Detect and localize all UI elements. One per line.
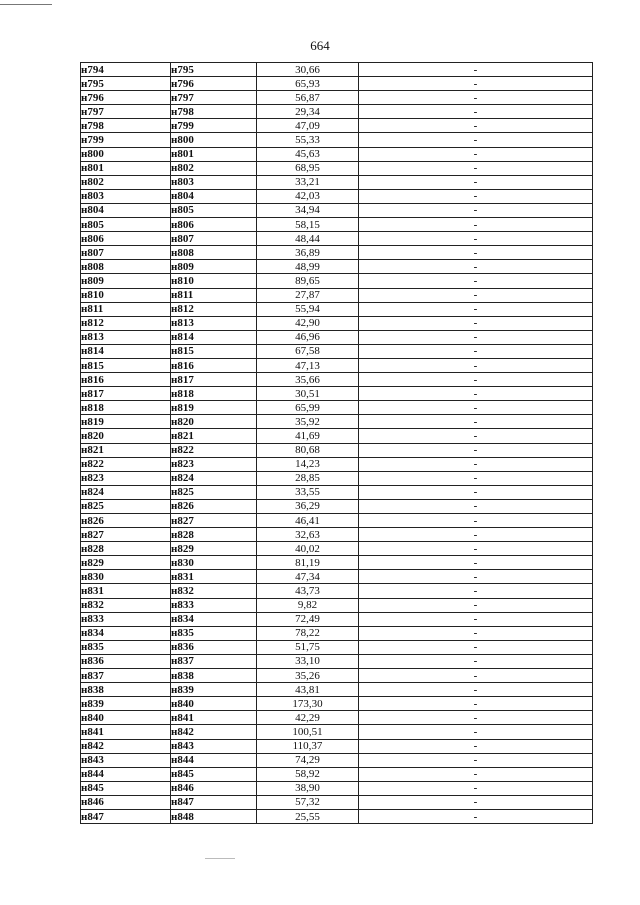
- point-to-cell: н827: [171, 514, 257, 528]
- dash-cell: -: [359, 288, 593, 302]
- dash-cell: -: [359, 133, 593, 147]
- point-from-cell: н801: [81, 161, 171, 175]
- dash-cell: -: [359, 147, 593, 161]
- point-from-cell: н799: [81, 133, 171, 147]
- dash-cell: -: [359, 161, 593, 175]
- dash-cell: -: [359, 654, 593, 668]
- point-to-cell: н814: [171, 330, 257, 344]
- distance-cell: 57,32: [257, 795, 359, 809]
- distance-cell: 65,99: [257, 401, 359, 415]
- distance-cell: 30,66: [257, 63, 359, 77]
- point-from-cell: н827: [81, 528, 171, 542]
- point-to-cell: н845: [171, 767, 257, 781]
- distance-cell: 47,34: [257, 570, 359, 584]
- point-from-cell: н823: [81, 471, 171, 485]
- dash-cell: -: [359, 556, 593, 570]
- point-from-cell: н815: [81, 358, 171, 372]
- distance-cell: 56,87: [257, 91, 359, 105]
- distance-cell: 110,37: [257, 739, 359, 753]
- table-row: [81, 795, 593, 809]
- point-to-cell: н808: [171, 246, 257, 260]
- point-from-cell: н797: [81, 105, 171, 119]
- table-row: [81, 358, 593, 372]
- point-to-cell: н812: [171, 302, 257, 316]
- dash-cell: -: [359, 809, 593, 823]
- table-row: [81, 203, 593, 217]
- point-to-cell: н798: [171, 105, 257, 119]
- point-to-cell: н848: [171, 809, 257, 823]
- distance-cell: 89,65: [257, 274, 359, 288]
- dash-cell: -: [359, 91, 593, 105]
- table-row: [81, 669, 593, 683]
- distance-cell: 42,90: [257, 316, 359, 330]
- point-from-cell: н813: [81, 330, 171, 344]
- point-to-cell: н803: [171, 175, 257, 189]
- point-to-cell: н821: [171, 429, 257, 443]
- distance-cell: 28,85: [257, 471, 359, 485]
- point-from-cell: н820: [81, 429, 171, 443]
- point-to-cell: н796: [171, 77, 257, 91]
- table-row: [81, 443, 593, 457]
- distance-cell: 46,96: [257, 330, 359, 344]
- point-from-cell: н794: [81, 63, 171, 77]
- point-from-cell: н802: [81, 175, 171, 189]
- point-from-cell: н819: [81, 415, 171, 429]
- point-from-cell: н804: [81, 203, 171, 217]
- point-from-cell: н809: [81, 274, 171, 288]
- dash-cell: -: [359, 189, 593, 203]
- dash-cell: -: [359, 739, 593, 753]
- dash-cell: -: [359, 175, 593, 189]
- table-row: [81, 105, 593, 119]
- dash-cell: -: [359, 260, 593, 274]
- dash-cell: -: [359, 358, 593, 372]
- distance-cell: 43,81: [257, 683, 359, 697]
- point-from-cell: н818: [81, 401, 171, 415]
- distance-cell: 30,51: [257, 387, 359, 401]
- dash-cell: -: [359, 711, 593, 725]
- point-to-cell: н809: [171, 260, 257, 274]
- table-row: [81, 429, 593, 443]
- distance-cell: 47,09: [257, 119, 359, 133]
- point-from-cell: н846: [81, 795, 171, 809]
- distance-cell: 27,87: [257, 288, 359, 302]
- table-row: [81, 302, 593, 316]
- point-to-cell: н838: [171, 669, 257, 683]
- distance-cell: 58,15: [257, 218, 359, 232]
- point-to-cell: н837: [171, 654, 257, 668]
- point-to-cell: н804: [171, 189, 257, 203]
- point-to-cell: н842: [171, 725, 257, 739]
- point-to-cell: н830: [171, 556, 257, 570]
- point-from-cell: н841: [81, 725, 171, 739]
- dash-cell: -: [359, 401, 593, 415]
- distance-cell: 68,95: [257, 161, 359, 175]
- table-row: [81, 457, 593, 471]
- point-from-cell: н844: [81, 767, 171, 781]
- distance-cell: 36,89: [257, 246, 359, 260]
- point-from-cell: н829: [81, 556, 171, 570]
- point-from-cell: н839: [81, 697, 171, 711]
- top-edge-rule: [0, 4, 52, 5]
- distance-cell: 35,26: [257, 669, 359, 683]
- table-row: [81, 499, 593, 513]
- table-row: [81, 542, 593, 556]
- dash-cell: -: [359, 485, 593, 499]
- dash-cell: -: [359, 584, 593, 598]
- point-from-cell: н830: [81, 570, 171, 584]
- point-from-cell: н796: [81, 91, 171, 105]
- point-to-cell: н807: [171, 232, 257, 246]
- table-row: [81, 161, 593, 175]
- distance-cell: 173,30: [257, 697, 359, 711]
- distance-cell: 42,29: [257, 711, 359, 725]
- table-body: [81, 63, 593, 824]
- dash-cell: -: [359, 330, 593, 344]
- dash-cell: -: [359, 753, 593, 767]
- distance-cell: 51,75: [257, 640, 359, 654]
- table-row: [81, 133, 593, 147]
- table-row: [81, 570, 593, 584]
- table-row: [81, 514, 593, 528]
- table-row: [81, 415, 593, 429]
- distance-cell: 72,49: [257, 612, 359, 626]
- dash-cell: -: [359, 232, 593, 246]
- point-to-cell: н801: [171, 147, 257, 161]
- table-row: [81, 739, 593, 753]
- dash-cell: -: [359, 683, 593, 697]
- distance-cell: 67,58: [257, 344, 359, 358]
- point-from-cell: н832: [81, 598, 171, 612]
- distance-cell: 33,55: [257, 485, 359, 499]
- point-to-cell: н831: [171, 570, 257, 584]
- dash-cell: -: [359, 344, 593, 358]
- dash-cell: -: [359, 626, 593, 640]
- point-to-cell: н823: [171, 457, 257, 471]
- distance-cell: 100,51: [257, 725, 359, 739]
- distance-cell: 48,44: [257, 232, 359, 246]
- dash-cell: -: [359, 387, 593, 401]
- table-row: [81, 711, 593, 725]
- table-row: [81, 612, 593, 626]
- point-from-cell: н828: [81, 542, 171, 556]
- distance-cell: 48,99: [257, 260, 359, 274]
- dash-cell: -: [359, 457, 593, 471]
- point-from-cell: н817: [81, 387, 171, 401]
- point-to-cell: н817: [171, 373, 257, 387]
- dash-cell: -: [359, 415, 593, 429]
- table-row: [81, 767, 593, 781]
- point-from-cell: н795: [81, 77, 171, 91]
- point-from-cell: н822: [81, 457, 171, 471]
- distance-cell: 65,93: [257, 77, 359, 91]
- scan-mark: [205, 858, 235, 859]
- distance-cell: 40,02: [257, 542, 359, 556]
- dash-cell: -: [359, 373, 593, 387]
- dash-cell: -: [359, 528, 593, 542]
- dash-cell: -: [359, 302, 593, 316]
- distance-cell: 9,82: [257, 598, 359, 612]
- point-from-cell: н814: [81, 344, 171, 358]
- table-row: [81, 781, 593, 795]
- dash-cell: -: [359, 598, 593, 612]
- point-from-cell: н824: [81, 485, 171, 499]
- dash-cell: -: [359, 697, 593, 711]
- dash-cell: -: [359, 119, 593, 133]
- point-to-cell: н800: [171, 133, 257, 147]
- point-from-cell: н805: [81, 218, 171, 232]
- point-to-cell: н826: [171, 499, 257, 513]
- dash-cell: -: [359, 542, 593, 556]
- point-to-cell: н841: [171, 711, 257, 725]
- table-row: [81, 654, 593, 668]
- dash-cell: -: [359, 514, 593, 528]
- point-from-cell: н833: [81, 612, 171, 626]
- dash-cell: -: [359, 725, 593, 739]
- point-from-cell: н803: [81, 189, 171, 203]
- point-from-cell: н806: [81, 232, 171, 246]
- table-row: [81, 232, 593, 246]
- table-row: [81, 640, 593, 654]
- point-to-cell: н822: [171, 443, 257, 457]
- dash-cell: -: [359, 640, 593, 654]
- point-from-cell: н821: [81, 443, 171, 457]
- distance-cell: 32,63: [257, 528, 359, 542]
- distance-cell: 58,92: [257, 767, 359, 781]
- table-row: [81, 246, 593, 260]
- distance-cell: 42,03: [257, 189, 359, 203]
- point-from-cell: н826: [81, 514, 171, 528]
- point-from-cell: н798: [81, 119, 171, 133]
- distance-cell: 38,90: [257, 781, 359, 795]
- distance-cell: 55,33: [257, 133, 359, 147]
- point-from-cell: н831: [81, 584, 171, 598]
- table-row: [81, 91, 593, 105]
- dash-cell: -: [359, 570, 593, 584]
- point-from-cell: н843: [81, 753, 171, 767]
- point-from-cell: н816: [81, 373, 171, 387]
- distance-cell: 36,29: [257, 499, 359, 513]
- table-row: [81, 725, 593, 739]
- distance-cell: 46,41: [257, 514, 359, 528]
- dash-cell: -: [359, 77, 593, 91]
- point-to-cell: н846: [171, 781, 257, 795]
- point-from-cell: н812: [81, 316, 171, 330]
- point-from-cell: н807: [81, 246, 171, 260]
- table-row: [81, 77, 593, 91]
- table-row: [81, 584, 593, 598]
- dash-cell: -: [359, 767, 593, 781]
- distance-cell: 74,29: [257, 753, 359, 767]
- distance-cell: 81,19: [257, 556, 359, 570]
- distance-cell: 55,94: [257, 302, 359, 316]
- table-row: [81, 316, 593, 330]
- distance-cell: 14,23: [257, 457, 359, 471]
- point-to-cell: н843: [171, 739, 257, 753]
- dash-cell: -: [359, 795, 593, 809]
- table-row: [81, 373, 593, 387]
- dash-cell: -: [359, 612, 593, 626]
- point-from-cell: н840: [81, 711, 171, 725]
- point-to-cell: н836: [171, 640, 257, 654]
- dash-cell: -: [359, 105, 593, 119]
- table-row: [81, 344, 593, 358]
- point-from-cell: н800: [81, 147, 171, 161]
- distance-cell: 78,22: [257, 626, 359, 640]
- point-to-cell: н847: [171, 795, 257, 809]
- table-row: [81, 598, 593, 612]
- point-from-cell: н838: [81, 683, 171, 697]
- dash-cell: -: [359, 471, 593, 485]
- dash-cell: -: [359, 443, 593, 457]
- point-to-cell: н797: [171, 91, 257, 105]
- distance-cell: 35,66: [257, 373, 359, 387]
- distance-cell: 43,73: [257, 584, 359, 598]
- table-row: [81, 330, 593, 344]
- point-to-cell: н839: [171, 683, 257, 697]
- point-from-cell: н825: [81, 499, 171, 513]
- point-to-cell: н832: [171, 584, 257, 598]
- table-row: [81, 683, 593, 697]
- point-to-cell: н824: [171, 471, 257, 485]
- point-to-cell: н840: [171, 697, 257, 711]
- table-row: [81, 119, 593, 133]
- table-row: [81, 147, 593, 161]
- dash-cell: -: [359, 218, 593, 232]
- point-from-cell: н842: [81, 739, 171, 753]
- table-row: [81, 753, 593, 767]
- distance-cell: 33,21: [257, 175, 359, 189]
- table-row: [81, 528, 593, 542]
- table-row: [81, 809, 593, 823]
- point-from-cell: н811: [81, 302, 171, 316]
- table-row: [81, 485, 593, 499]
- point-to-cell: н825: [171, 485, 257, 499]
- distance-cell: 33,10: [257, 654, 359, 668]
- point-from-cell: н834: [81, 626, 171, 640]
- dash-cell: -: [359, 669, 593, 683]
- point-to-cell: н795: [171, 63, 257, 77]
- distance-cell: 34,94: [257, 203, 359, 217]
- table-row: [81, 260, 593, 274]
- dash-cell: -: [359, 274, 593, 288]
- table-row: [81, 471, 593, 485]
- table-row: [81, 189, 593, 203]
- point-to-cell: н802: [171, 161, 257, 175]
- point-to-cell: н828: [171, 528, 257, 542]
- page-number: 664: [310, 38, 330, 53]
- table-row: [81, 274, 593, 288]
- point-to-cell: н806: [171, 218, 257, 232]
- point-to-cell: н818: [171, 387, 257, 401]
- point-from-cell: н837: [81, 669, 171, 683]
- distance-cell: 35,92: [257, 415, 359, 429]
- point-to-cell: н811: [171, 288, 257, 302]
- point-from-cell: н810: [81, 288, 171, 302]
- point-from-cell: н808: [81, 260, 171, 274]
- point-from-cell: н835: [81, 640, 171, 654]
- point-to-cell: н819: [171, 401, 257, 415]
- table-row: [81, 387, 593, 401]
- distance-cell: 29,34: [257, 105, 359, 119]
- dash-cell: -: [359, 203, 593, 217]
- point-to-cell: н844: [171, 753, 257, 767]
- table-row: [81, 63, 593, 77]
- distance-cell: 45,63: [257, 147, 359, 161]
- point-to-cell: н835: [171, 626, 257, 640]
- point-from-cell: н847: [81, 809, 171, 823]
- dash-cell: -: [359, 499, 593, 513]
- point-to-cell: н833: [171, 598, 257, 612]
- dash-cell: -: [359, 781, 593, 795]
- distance-cell: 41,69: [257, 429, 359, 443]
- dash-cell: -: [359, 63, 593, 77]
- point-from-cell: н845: [81, 781, 171, 795]
- point-to-cell: н813: [171, 316, 257, 330]
- point-to-cell: н820: [171, 415, 257, 429]
- table-row: [81, 175, 593, 189]
- table-row: [81, 626, 593, 640]
- table-row: [81, 218, 593, 232]
- distance-cell: 80,68: [257, 443, 359, 457]
- point-to-cell: н829: [171, 542, 257, 556]
- dash-cell: -: [359, 316, 593, 330]
- point-to-cell: н816: [171, 358, 257, 372]
- dash-cell: -: [359, 246, 593, 260]
- table-row: [81, 556, 593, 570]
- distance-cell: 47,13: [257, 358, 359, 372]
- table-row: [81, 697, 593, 711]
- boundary-segments-table: [80, 62, 593, 824]
- point-to-cell: н834: [171, 612, 257, 626]
- table-row: [81, 288, 593, 302]
- distance-cell: 25,55: [257, 809, 359, 823]
- point-to-cell: н815: [171, 344, 257, 358]
- point-to-cell: н799: [171, 119, 257, 133]
- point-to-cell: н805: [171, 203, 257, 217]
- dash-cell: -: [359, 429, 593, 443]
- point-from-cell: н836: [81, 654, 171, 668]
- point-to-cell: н810: [171, 274, 257, 288]
- table-row: [81, 401, 593, 415]
